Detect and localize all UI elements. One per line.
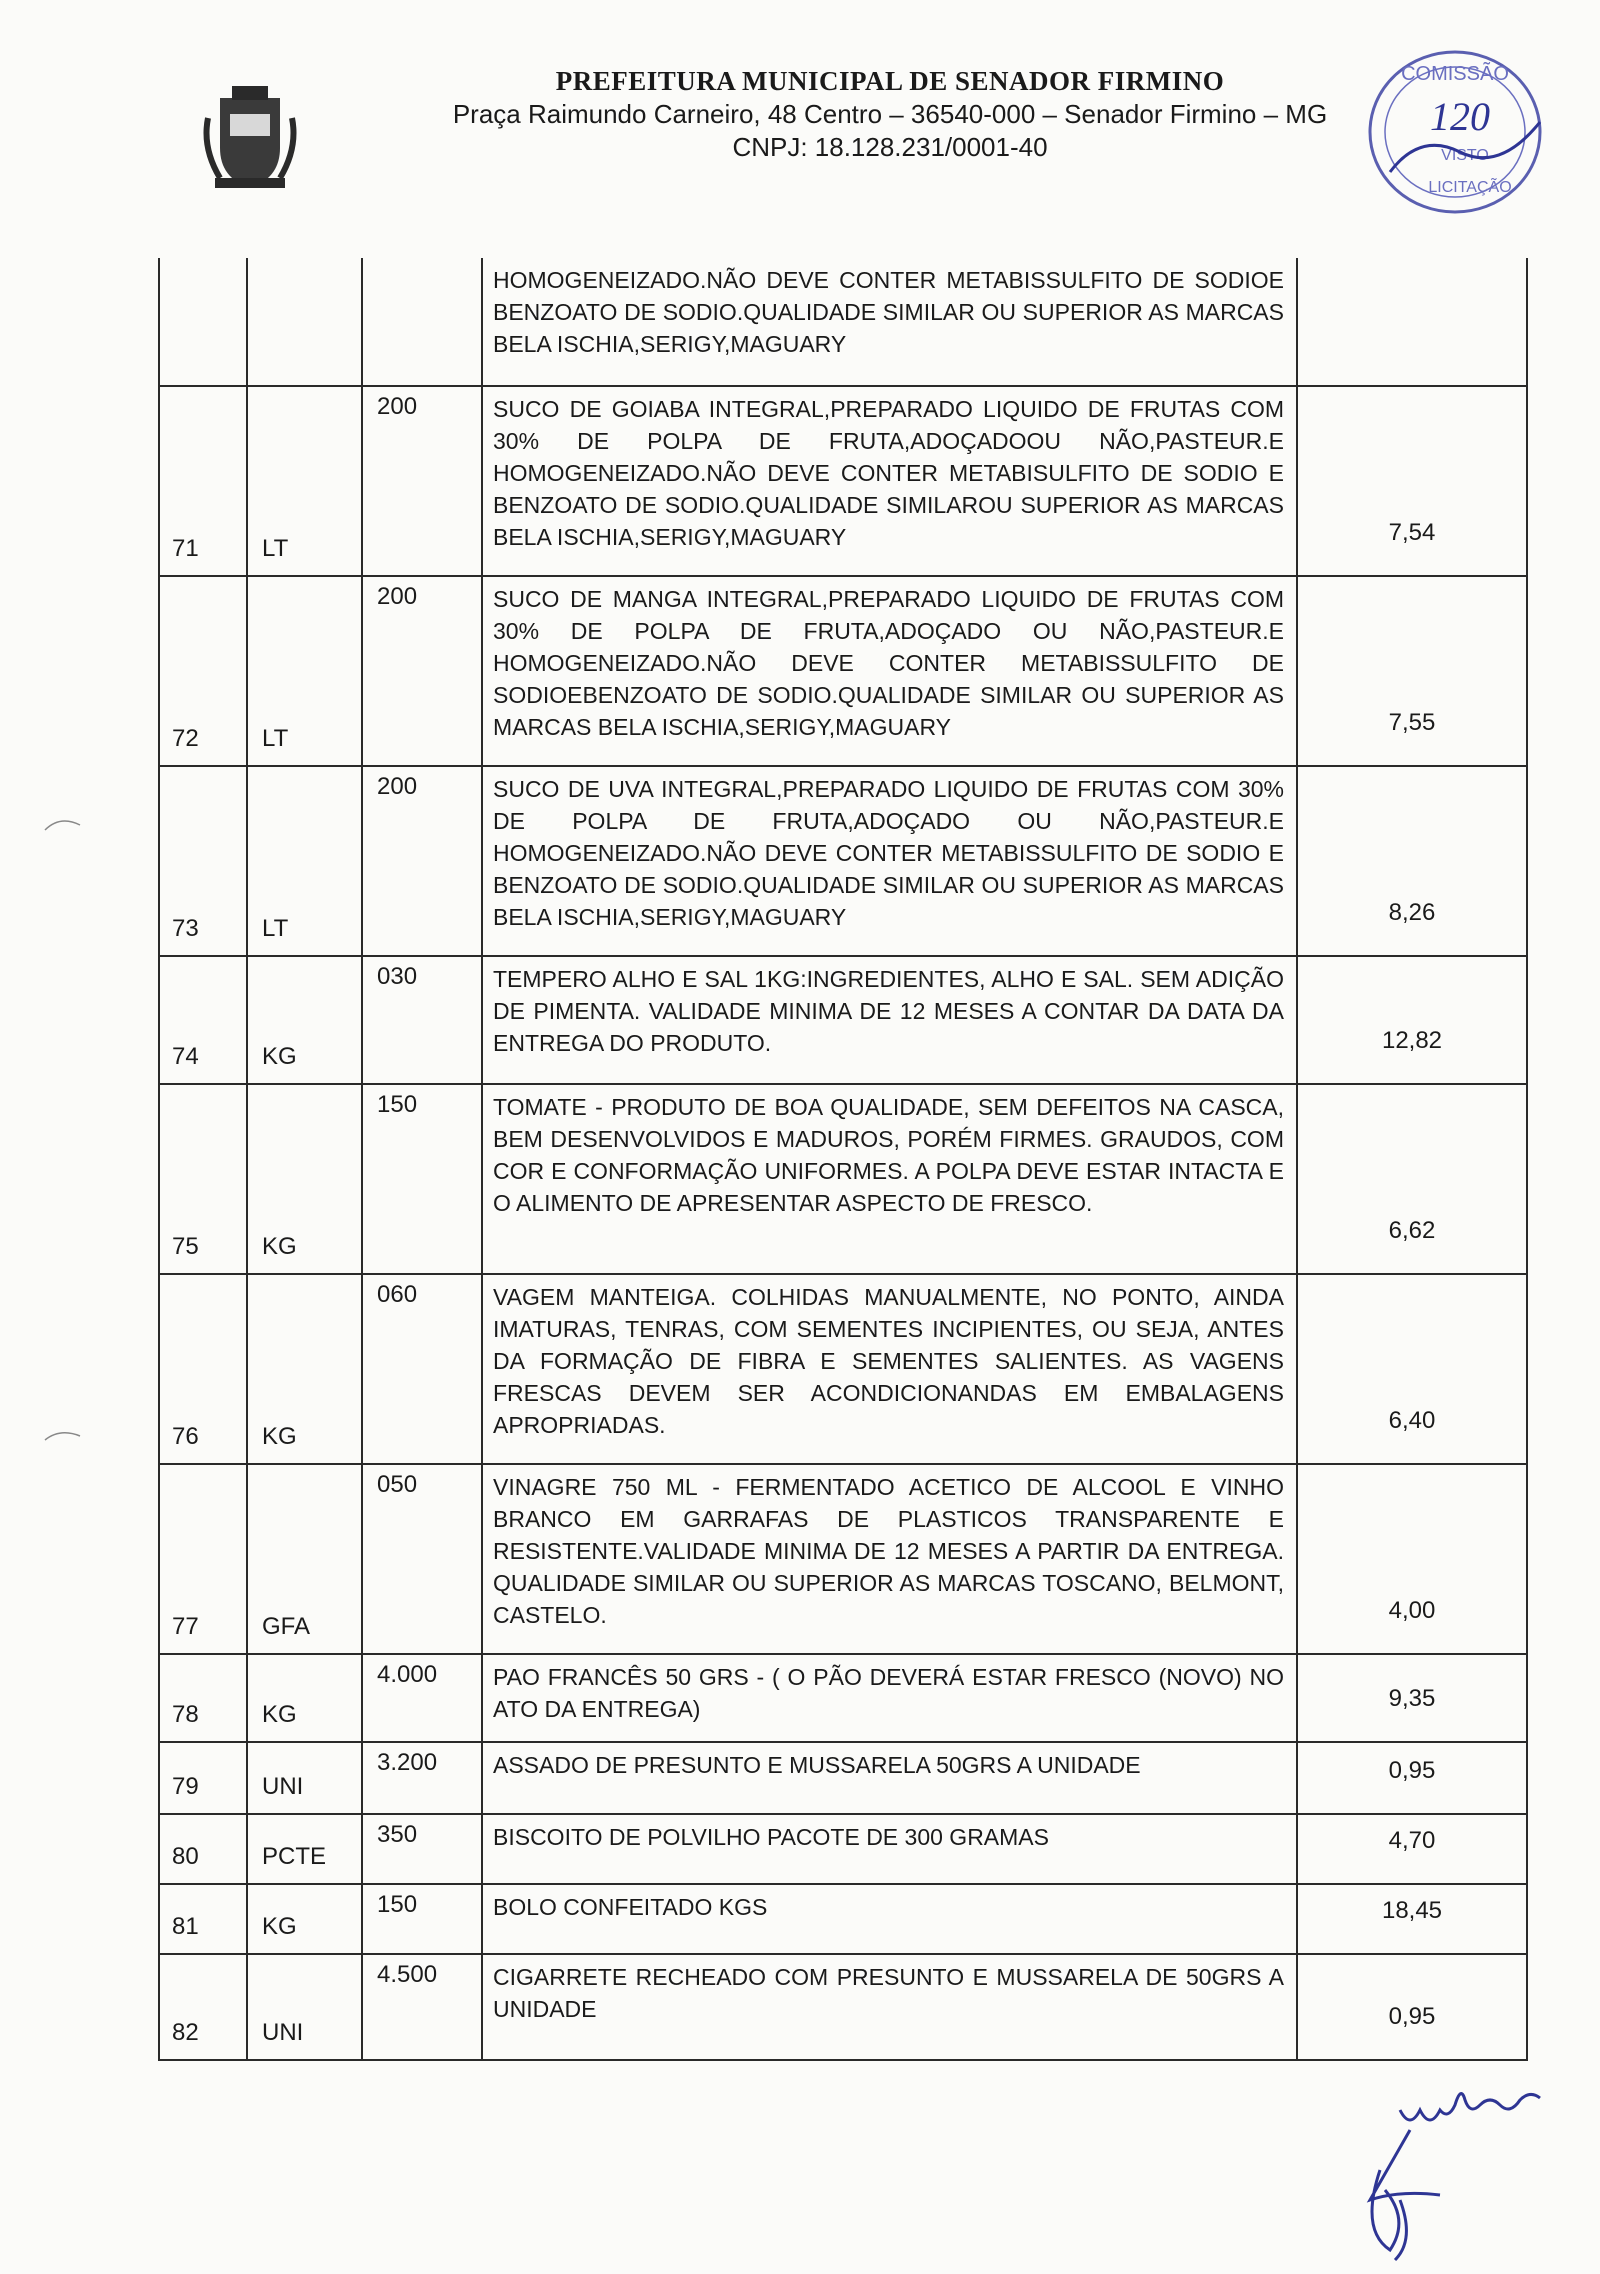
handwritten-initials-icon xyxy=(1260,2070,1580,2270)
item-description: TEMPERO ALHO E SAL 1KG:INGREDIENTES, ALHO E SAL. SEM ADIÇÃO DE PIMENTA. VALIDADE MINIMA DE 12 MESES A CONTAR DA DATA DA ENTREGA DO PRODUTO. xyxy=(482,956,1297,1084)
item-description: VAGEM MANTEIGA. COLHIDAS MANUALMENTE, NO PONTO, AINDA IMATURAS, TENRAS, COM SEMENTES INCIPIENTES, OU SEJA, ANTES DA FORMAÇÃO DE FIBRA E SEMENTES SALIENTES. AS VAGENS FRESCAS DEVEM SER ACONDICIONANDAS EM EMBALAGENS APROPRIADAS. xyxy=(482,1274,1297,1464)
item-unit: LT xyxy=(247,576,362,766)
item-price: 4,70 xyxy=(1297,1814,1527,1884)
item-unit: KG xyxy=(247,1654,362,1742)
table-row xyxy=(159,386,1527,576)
item-price: 4,00 xyxy=(1297,1464,1527,1654)
item-unit: KG xyxy=(247,1084,362,1274)
item-description: BOLO CONFEITADO KGS xyxy=(482,1884,1297,1954)
item-number: 72 xyxy=(159,576,247,766)
table-row xyxy=(159,1654,1527,1742)
table-row xyxy=(159,766,1527,956)
item-unit: LT xyxy=(247,766,362,956)
item-price: 9,35 xyxy=(1297,1654,1527,1742)
item-price: 0,95 xyxy=(1297,1742,1527,1814)
item-price: 12,82 xyxy=(1297,956,1527,1084)
item-number: 76 xyxy=(159,1274,247,1464)
commission-stamp xyxy=(1350,42,1550,222)
table-row xyxy=(159,1464,1527,1654)
item-number: 71 xyxy=(159,386,247,576)
svg-text:VISTO: VISTO xyxy=(1441,147,1489,164)
item-number: 74 xyxy=(159,956,247,1084)
document-header xyxy=(0,60,1600,210)
items-table xyxy=(158,258,1526,2061)
item-quantity: 350 xyxy=(362,1814,482,1884)
margin-marks xyxy=(40,800,100,1500)
item-unit: UNI xyxy=(247,1742,362,1814)
municipal-crest-icon xyxy=(200,78,300,196)
item-quantity: 3.200 xyxy=(362,1742,482,1814)
item-description: SUCO DE UVA INTEGRAL,PREPARADO LIQUIDO DE FRUTAS COM 30% DE POLPA DE FRUTA,ADOÇADO OU NÃO,PASTEUR.E HOMOGENEIZADO.NÃO DEVE CONTER METABISSULFITO DE SODIO E BENZOATO DE SODIO.QUALIDADE SIMILAR OU SUPERIOR AS MARCAS BELA ISCHIA,SERIGY,MAGUARY xyxy=(482,766,1297,956)
item-quantity: 4.500 xyxy=(362,1954,482,2060)
item-unit: PCTE xyxy=(247,1814,362,1884)
svg-text:120: 120 xyxy=(1430,94,1490,139)
table-row xyxy=(159,1084,1527,1274)
item-quantity: 150 xyxy=(362,1084,482,1274)
item-description: SUCO DE MANGA INTEGRAL,PREPARADO LIQUIDO DE FRUTAS COM 30% DE POLPA DE FRUTA,ADOÇADO OU NÃO,PASTEUR.E HOMOGENEIZADO.NÃO DEVE CONTER METABISSULFITO DE SODIOEBENZOATO DE SODIO.QUALIDADE SIMILAR OU SUPERIOR AS MARCAS BELA ISCHIA,SERIGY,MAGUARY xyxy=(482,576,1297,766)
item-quantity: 200 xyxy=(362,576,482,766)
item-quantity: 060 xyxy=(362,1274,482,1464)
item-number: 78 xyxy=(159,1654,247,1742)
item-quantity: 4.000 xyxy=(362,1654,482,1742)
header-address: Praça Raimundo Carneiro, 48 Centro – 36540-000 – Senador Firmino – MG xyxy=(452,99,1328,129)
svg-text:COMISSÃO: COMISSÃO xyxy=(1401,63,1509,85)
item-quantity: 150 xyxy=(362,1884,482,1954)
item-price: 0,95 xyxy=(1297,1954,1527,2060)
table-row xyxy=(159,956,1527,1084)
continuation-text: HOMOGENEIZADO.NÃO DEVE CONTER METABISSULFITO DE SODIOE BENZOATO DE SODIO.QUALIDADE SIMILAR OU SUPERIOR AS MARCAS BELA ISCHIA,SERIGY,MAGUARY xyxy=(482,258,1297,386)
item-number: 81 xyxy=(159,1884,247,1954)
table-row xyxy=(159,1742,1527,1814)
table-row xyxy=(159,1814,1527,1884)
item-unit: KG xyxy=(247,1274,362,1464)
item-unit: KG xyxy=(247,956,362,1084)
item-quantity: 200 xyxy=(362,766,482,956)
item-description: TOMATE - PRODUTO DE BOA QUALIDADE, SEM DEFEITOS NA CASCA, BEM DESENVOLVIDOS E MADUROS, PORÉM FIRMES. GRAUDOS, COM COR E CONFORMAÇÃO UNIFORMES. A POLPA DEVE ESTAR INTACTA E O ALIMENTO DE APRESENTAR ASPECTO DE FRESCO. xyxy=(482,1084,1297,1274)
item-unit: KG xyxy=(247,1884,362,1954)
table-row xyxy=(159,1954,1527,2060)
item-price: 6,62 xyxy=(1297,1084,1527,1274)
item-description: PAO FRANCÊS 50 GRS - ( O PÃO DEVERÁ ESTAR FRESCO (NOVO) NO ATO DA ENTREGA) xyxy=(482,1654,1297,1742)
item-price: 8,26 xyxy=(1297,766,1527,956)
table-row xyxy=(159,1884,1527,1954)
item-unit: LT xyxy=(247,386,362,576)
item-price: 7,55 xyxy=(1297,576,1527,766)
item-quantity: 050 xyxy=(362,1464,482,1654)
item-price: 6,40 xyxy=(1297,1274,1527,1464)
table-row xyxy=(159,1274,1527,1464)
item-price: 7,54 xyxy=(1297,386,1527,576)
item-unit: GFA xyxy=(247,1464,362,1654)
item-number: 75 xyxy=(159,1084,247,1274)
header-text xyxy=(400,66,1380,163)
item-unit: UNI xyxy=(247,1954,362,2060)
item-description: ASSADO DE PRESUNTO E MUSSARELA 50GRS A UNIDADE xyxy=(482,1742,1297,1814)
item-number: 73 xyxy=(159,766,247,956)
item-number: 79 xyxy=(159,1742,247,1814)
item-number: 80 xyxy=(159,1814,247,1884)
item-number: 77 xyxy=(159,1464,247,1654)
item-price: 18,45 xyxy=(1297,1884,1527,1954)
item-number: 82 xyxy=(159,1954,247,2060)
table-row xyxy=(159,576,1527,766)
svg-text:LICITAÇÃO: LICITAÇÃO xyxy=(1428,179,1512,196)
header-cnpj: CNPJ: 18.128.231/0001-40 xyxy=(732,132,1048,162)
item-description: VINAGRE 750 ML - FERMENTADO ACETICO DE ALCOOL E VINHO BRANCO EM GARRAFAS DE PLASTICOS TRANSPARENTE E RESISTENTE.VALIDADE MINIMA DE 12 MESES A PARTIR DA ENTREGA. QUALIDADE SIMILAR OU SUPERIOR AS MARCAS TOSCANO, BELMONT, CASTELO. xyxy=(482,1464,1297,1654)
item-quantity: 200 xyxy=(362,386,482,576)
header-title: PREFEITURA MUNICIPAL DE SENADOR FIRMINO xyxy=(555,66,1225,96)
item-description: BISCOITO DE POLVILHO PACOTE DE 300 GRAMAS xyxy=(482,1814,1297,1884)
item-description: CIGARRETE RECHEADO COM PRESUNTO E MUSSARELA DE 50GRS A UNIDADE xyxy=(482,1954,1297,2060)
item-quantity: 030 xyxy=(362,956,482,1084)
continuation-row xyxy=(159,258,1527,386)
item-description: SUCO DE GOIABA INTEGRAL,PREPARADO LIQUIDO DE FRUTAS COM 30% DE POLPA DE FRUTA,ADOÇADOOU NÃO,PASTEUR.E HOMOGENEIZADO.NÃO DEVE CONTER METABISULFITO DE SODIO E BENZOATO DE SODIO.QUALIDADE SIMILAROU SUPERIOR AS MARCAS BELA ISCHIA,SERIGY,MAGUARY xyxy=(482,386,1297,576)
